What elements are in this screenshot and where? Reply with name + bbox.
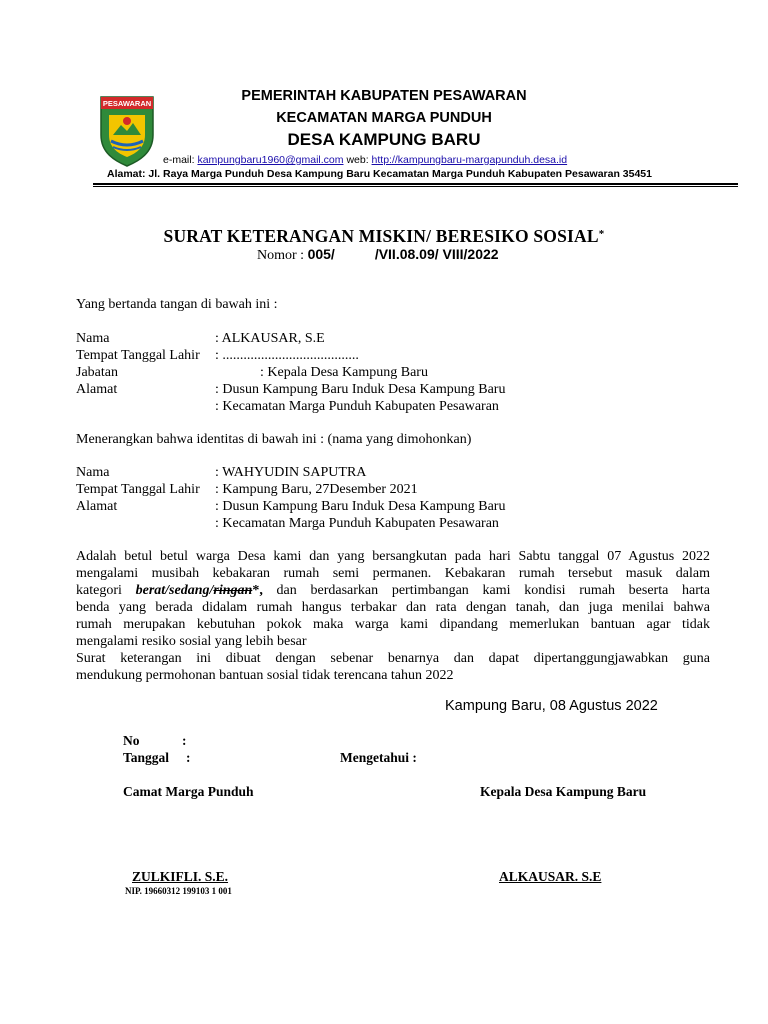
- camat-title: Camat Marga Punduh: [123, 784, 254, 799]
- title-asterisk: *: [598, 228, 605, 240]
- kades-name: ALKAUSAR. S.E: [499, 869, 602, 884]
- document-title: [0, 226, 768, 247]
- signer-name-value: : ALKAUSAR, S.E: [215, 331, 325, 346]
- address-line: Alamat: Jl. Raya Marga Punduh Desa Kampung Baru Kecamatan Marga Punduh Kabupaten Pesawaran 35451: [107, 168, 652, 180]
- subject-address-line1: : Dusun Kampung Baru Induk Desa Kampung Baru: [215, 499, 506, 514]
- nomor-number: 005/: [307, 246, 335, 262]
- header-divider-thin: [93, 186, 738, 187]
- paragraph-line: rumah merupakan kebutuhan pokok maka warga kami dipandang memerlukan bantuan agar tidak: [76, 617, 710, 632]
- camat-name: ZULKIFLI. S.E.: [132, 869, 229, 884]
- header-village: DESA KAMPUNG BARU: [287, 130, 481, 149]
- subject-address-label: Alamat: [76, 499, 118, 514]
- web-label: web:: [346, 154, 369, 166]
- nomor-label: Nomor :: [257, 248, 305, 263]
- nomor-code: /VII.08.09/ VIII/2022: [374, 246, 499, 262]
- paragraph-line: mendukung permohonan bantuan sosial tidak terencana tahun 2022: [76, 668, 454, 683]
- signer-name-label: Nama: [76, 331, 110, 346]
- intro-text: Yang bertanda tangan di bawah ini :: [76, 297, 278, 312]
- paragraph-line: Surat keterangan ini dibuat dengan sebenar benarnya dan dapat dipertanggungjawabkan guna: [76, 651, 710, 666]
- body-paragraph: [76, 548, 710, 684]
- category-asterisk: *,: [252, 583, 263, 598]
- email-label: e-mail:: [163, 154, 195, 166]
- no-label: No: [123, 733, 140, 748]
- subject-birth-label: Tempat Tanggal Lahir: [76, 482, 200, 497]
- logo-text: PESAWARAN: [102, 99, 152, 108]
- category-options-kept: berat/sedang/: [135, 583, 214, 598]
- no-colon: :: [182, 733, 187, 748]
- camat-nip: NIP. 19660312 199103 1 001: [125, 886, 232, 896]
- document-number: [257, 246, 499, 264]
- signer-position-value: : Kepala Desa Kampung Baru: [260, 365, 428, 380]
- subject-birth-value: : Kampung Baru, 27Desember 2021: [215, 482, 418, 497]
- tanggal-colon: :: [186, 750, 191, 765]
- contact-line: [163, 154, 567, 166]
- web-link[interactable]: http://kampungbaru-margapunduh.desa.id: [371, 154, 568, 166]
- subject-name-value: : WAHYUDIN SAPUTRA: [215, 465, 367, 480]
- header-district: KECAMATAN MARGA PUNDUH: [276, 110, 492, 126]
- kades-title: Kepala Desa Kampung Baru: [480, 784, 647, 799]
- signer-address-label: Alamat: [76, 382, 118, 397]
- category-option-struck: ringan: [213, 583, 253, 598]
- category-label: kategori: [76, 583, 122, 598]
- paragraph-line-category: [76, 582, 710, 599]
- signer-birth-value: : .......................................: [215, 348, 359, 363]
- email-link[interactable]: kampungbaru1960@gmail.com: [197, 154, 344, 166]
- paragraph-line: benda yang berada didalam rumah hangus terbakar dan rata dengan tanah, dan juga menilai bahwa: [76, 600, 710, 615]
- category-options: [136, 583, 253, 598]
- place-date: Kampung Baru, 08 Agustus 2022: [445, 698, 658, 714]
- category-rest: dan berdasarkan pertimbangan kami kondisi rumah beserta harta: [276, 583, 711, 598]
- header-government: PEMERINTAH KABUPATEN PESAWARAN: [241, 88, 527, 104]
- paragraph-line: mengalami musibah kebakaran rumah semi permanen. Kebakaran rumah tersebut masuk dalam: [76, 566, 710, 581]
- paragraph-line: Adalah betul betul warga Desa kami dan yang bersangkutan pada hari Sabtu tanggal 07 Agustus 2022: [76, 549, 710, 564]
- subject-address-line2: : Kecamatan Marga Punduh Kabupaten Pesawaran: [215, 516, 499, 531]
- tanggal-label: Tanggal: [123, 750, 170, 765]
- paragraph-line: mengalami resiko sosial yang lebih besar: [76, 634, 307, 649]
- document-title-text: SURAT KETERANGAN MISKIN/ BERESIKO SOSIAL: [163, 226, 599, 246]
- mengetahui-label: Mengetahui :: [340, 750, 417, 765]
- signer-birth-label: Tempat Tanggal Lahir: [76, 348, 200, 363]
- signer-address-line1: : Dusun Kampung Baru Induk Desa Kampung Baru: [215, 382, 506, 397]
- signer-position-label: Jabatan: [76, 365, 118, 380]
- header-divider-thick: [93, 183, 738, 185]
- declaration-text: Menerangkan bahwa identitas di bawah ini : (nama yang dimohonkan): [76, 432, 472, 447]
- subject-name-label: Nama: [76, 465, 110, 480]
- signer-address-line2: : Kecamatan Marga Punduh Kabupaten Pesawaran: [215, 399, 499, 414]
